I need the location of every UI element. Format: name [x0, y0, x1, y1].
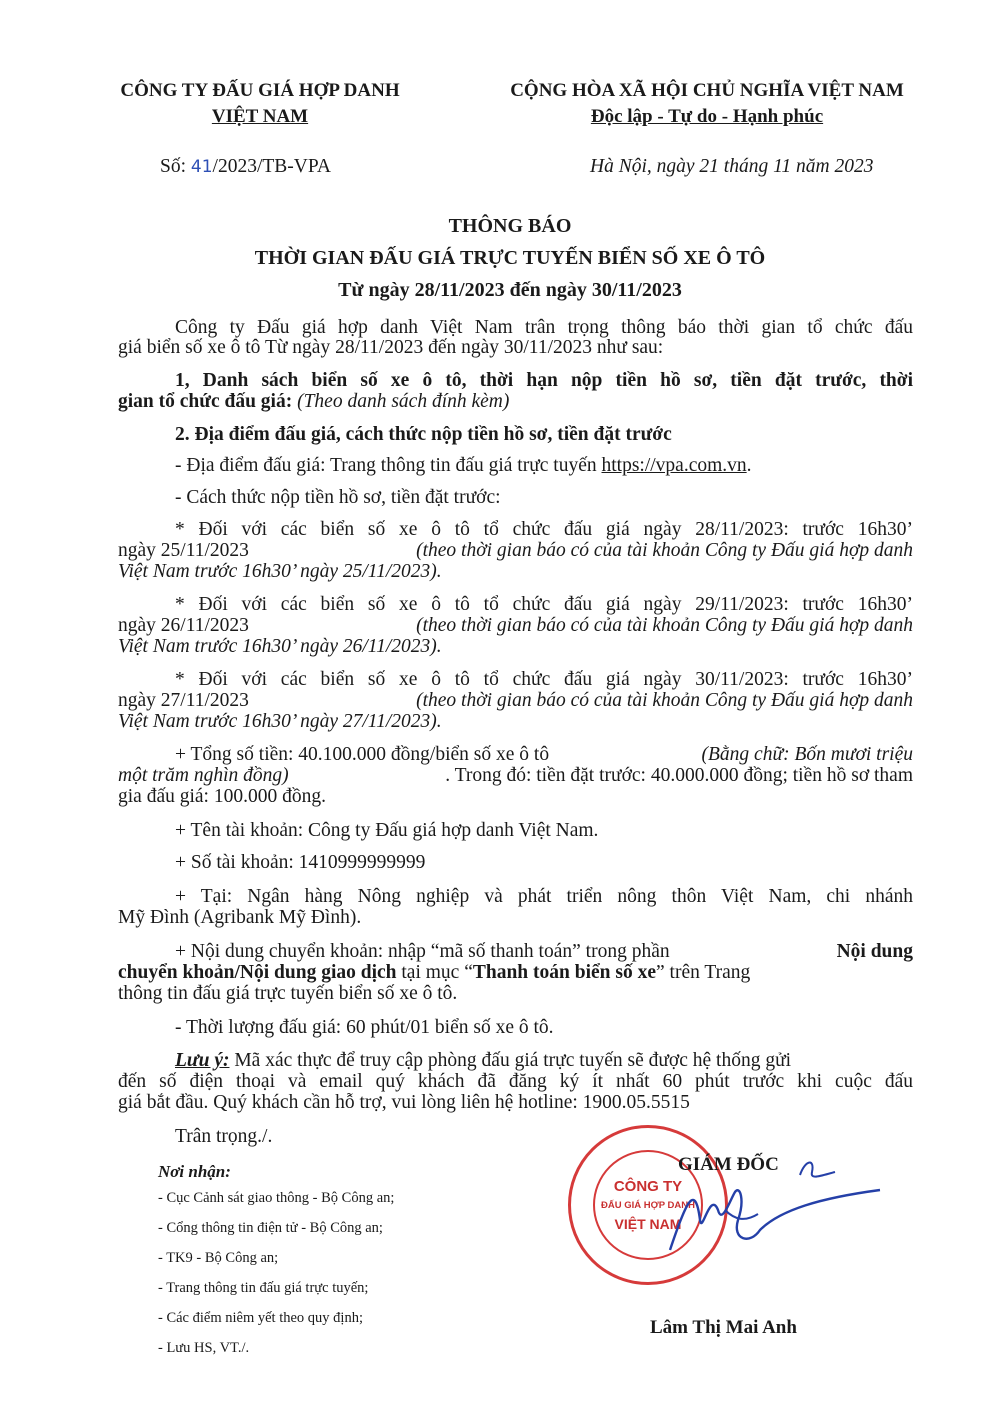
deadline1-line1: * Đối với các biển số xe ô tô tổ chức đấu giá ngày 28/11/2023: trước 16h30’: [175, 519, 913, 540]
total-in-words-end: một trăm nghìn đồng): [118, 765, 289, 786]
org-name-line2: [80, 106, 440, 128]
auction-place-end: .: [746, 455, 752, 476]
doc-title: THÔNG BÁO: [448, 215, 572, 237]
signer-position: GIÁM ĐỐC: [678, 1154, 779, 1175]
transfer-content-bold2: chuyển khoản/Nội dung giao dịch: [118, 962, 397, 983]
recipient-item: - TK9 - Bộ Công an;: [158, 1250, 279, 1266]
section1-line2: [118, 391, 509, 413]
deadline2-date: ngày 26/11/2023: [118, 615, 249, 636]
motto-text: Độc lập - Tự do - Hạnh phúc: [590, 106, 824, 127]
transfer-content-line1: [175, 941, 913, 963]
transfer-content-mid: tại mục “: [396, 962, 473, 983]
deadline3-line1: * Đối với các biển số xe ô tô tổ chức đấu giá ngày 30/11/2023: trước 16h30’: [175, 669, 913, 690]
intro-line1: Công ty Đấu giá hợp danh Việt Nam trân trọng thông báo thời gian tổ chức đấu: [175, 317, 913, 338]
doc-no-handwritten: 41: [190, 157, 213, 177]
deadline2-line3: Việt Nam trước 16h30’ ngày 26/11/2023).: [118, 636, 442, 657]
transfer-content-bold3: Thanh toán biển số xe: [472, 962, 656, 983]
signer-name: Lâm Thị Mai Anh: [650, 1317, 797, 1338]
place-date: Hà Nội, ngày 21 tháng 11 năm 2023: [590, 156, 874, 177]
payment-method: - Cách thức nộp tiền hồ sơ, tiền đặt trước:: [175, 487, 501, 508]
total-breakdown: . Trong đó: tiền đặt trước: 40.000.000 đồng; tiền hồ sơ tham: [445, 765, 913, 786]
seal-line3: VIỆT NAM: [614, 1216, 682, 1232]
org-name-vietnam: VIỆT NAM: [211, 106, 309, 127]
deadline3-line2: [118, 690, 913, 712]
seal-line2: ĐẤU GIÁ HỢP DANH: [601, 1200, 695, 1211]
auction-place-link[interactable]: https://vpa.com.vn: [601, 455, 747, 476]
section1-label: gian tổ chức đấu giá:: [118, 391, 293, 412]
seal-line1: CÔNG TY: [613, 1178, 683, 1195]
auction-duration: - Thời lượng đấu giá: 60 phút/01 biển số xe ô tô.: [175, 1017, 554, 1038]
transfer-content-line3: thông tin đấu giá trực tuyến biển số xe ô tô.: [118, 983, 458, 1004]
recipient-item: - Các điểm niêm yết theo quy định;: [158, 1310, 363, 1326]
total-line1: [175, 744, 913, 766]
section1-line1: 1, Danh sách biển số xe ô tô, thời hạn nộp tiền hồ sơ, tiền đặt trước, thời: [175, 370, 913, 391]
doc-subtitle: THỜI GIAN ĐẤU GIÁ TRỰC TUYẾN BIỂN SỐ XE Ô TÔ: [254, 247, 766, 269]
document-number: [160, 156, 331, 178]
note-line3: giá bắt đầu. Quý khách cần hỗ trợ, vui lòng liên hệ hotline: 1900.05.5515: [118, 1092, 690, 1113]
handwritten-signature: [640, 1150, 890, 1270]
doc-no-suffix: /2023/TB-VPA: [212, 156, 331, 177]
bank-line2: Mỹ Đình (Agribank Mỹ Đình).: [118, 907, 362, 928]
deadline1-line2: [118, 540, 913, 562]
section2-heading: 2. Địa điểm đấu giá, cách thức nộp tiền hồ sơ, tiền đặt trước: [175, 424, 672, 445]
note-text1: Mã xác thực để truy cập phòng đấu giá trực tuyến sẽ được hệ thống gửi: [229, 1050, 792, 1071]
recipient-item: - Cổng thông tin điện tử - Bộ Công an;: [158, 1220, 383, 1236]
auction-place: [175, 455, 752, 477]
doc-no-prefix: Số:: [160, 156, 187, 177]
recipient-item: - Trang thông tin đấu giá trực tuyến;: [158, 1280, 369, 1296]
deadline2-line1: * Đối với các biển số xe ô tô tổ chức đấu giá ngày 29/11/2023: trước 16h30’: [175, 594, 913, 615]
deadline2-line2: [118, 615, 913, 637]
recipient-item: - Cục Cảnh sát giao thông - Bộ Công an;: [158, 1190, 395, 1206]
deadline1-line3: Việt Nam trước 16h30’ ngày 25/11/2023).: [118, 561, 442, 582]
deadline3-line3: Việt Nam trước 16h30’ ngày 27/11/2023).: [118, 711, 442, 732]
auction-place-label: - Địa điểm đấu giá: Trang thông tin đấu giá trực tuyến: [175, 455, 602, 476]
org-name-line1: CÔNG TY ĐẤU GIÁ HỢP DANH: [120, 80, 400, 101]
transfer-content-label: + Nội dung chuyển khoản: nhập “mã số thanh toán” trong phần: [175, 941, 670, 962]
account-number: + Số tài khoản: 1410999999999: [175, 852, 426, 873]
total-amount: + Tổng số tiền: 40.100.000 đồng/biển số xe ô tô: [175, 744, 550, 765]
deadline2-note: (theo thời gian báo có của tài khoản Công ty Đấu giá hợp danh: [416, 615, 913, 636]
transfer-content-end: ” trên Trang: [656, 962, 751, 983]
total-line3: gia đấu giá: 100.000 đồng.: [118, 786, 326, 807]
recipients-title: Nơi nhận:: [158, 1162, 231, 1181]
total-line2: [118, 765, 913, 787]
note-line1: [175, 1050, 913, 1072]
section1-note: (Theo danh sách đính kèm): [292, 391, 510, 412]
recipient-item: - Lưu HS, VT./.: [158, 1340, 250, 1356]
country-name: CỘNG HÒA XÃ HỘI CHỦ NGHĨA VIỆT NAM: [510, 80, 904, 101]
deadline1-note: (theo thời gian báo có của tài khoản Công ty Đấu giá hợp danh: [416, 540, 913, 561]
transfer-content-line2: [118, 962, 913, 984]
transfer-content-bold1: Nội dung: [836, 941, 913, 962]
deadline3-date: ngày 27/11/2023: [118, 690, 249, 711]
closing: Trân trọng./.: [175, 1126, 273, 1147]
total-in-words-start: (Bằng chữ: Bốn mươi triệu: [701, 744, 913, 765]
note-label: Lưu ý:: [175, 1050, 230, 1071]
bank-line1: + Tại: Ngân hàng Nông nghiệp và phát triển nông thôn Việt Nam, chi nhánh: [175, 886, 913, 907]
motto: [462, 106, 952, 128]
deadline1-date: ngày 25/11/2023: [118, 540, 249, 561]
note-line2: đến số điện thoại và email quý khách đã đăng ký ít nhất 60 phút trước khi cuộc đấu: [118, 1071, 913, 1092]
account-name: + Tên tài khoản: Công ty Đấu giá hợp danh Việt Nam.: [175, 820, 599, 841]
intro-line2: giá biển số xe ô tô Từ ngày 28/11/2023 đến ngày 30/11/2023 như sau:: [118, 337, 664, 358]
doc-date-range: Từ ngày 28/11/2023 đến ngày 30/11/2023: [338, 279, 682, 301]
deadline3-note: (theo thời gian báo có của tài khoản Công ty Đấu giá hợp danh: [416, 690, 913, 711]
